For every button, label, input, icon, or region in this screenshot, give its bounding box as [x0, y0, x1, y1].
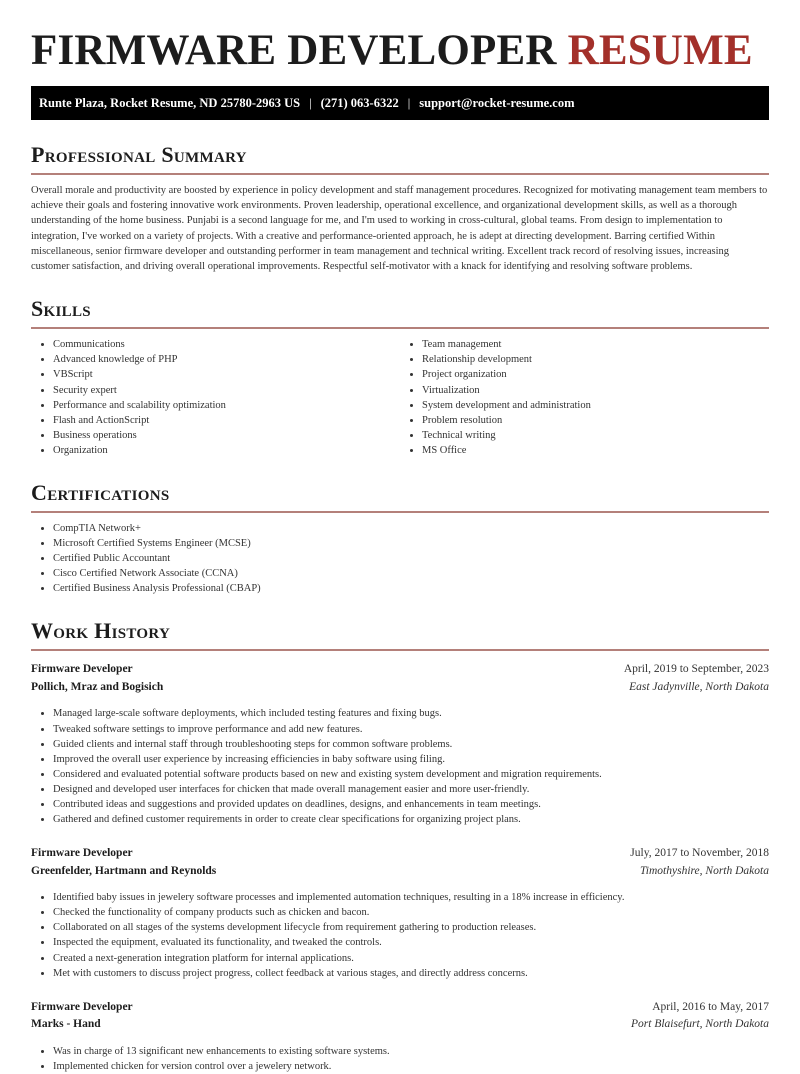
job-title: Firmware Developer — [31, 1000, 133, 1013]
job-bullet: • Created a next-generation integration platform for internal applications. — [53, 951, 769, 966]
title-main: FIRMWARE DEVELOPER — [31, 27, 557, 74]
certifications-section — [31, 480, 769, 596]
skill-item: • Technical writing — [422, 428, 769, 443]
professional-summary-section — [31, 142, 769, 274]
job-title: Firmware Developer — [31, 847, 133, 860]
job-bullets — [31, 1044, 769, 1074]
contact-email[interactable]: support@rocket-resume.com — [419, 96, 575, 110]
job-company-row — [31, 1016, 769, 1034]
skill-item: • Project organization — [422, 367, 769, 382]
job-bullet: • Implemented chicken for version control over a jewelery network. — [53, 1059, 769, 1074]
contact-address: Runte Plaza, Rocket Resume, ND 25780-2963 US — [39, 96, 301, 110]
certification-item: • Certified Business Analysis Professional (CBAP) — [53, 581, 769, 596]
job-dates: April, 2019 to September, 2023 — [623, 663, 769, 676]
job-bullets — [31, 706, 769, 827]
job-entry — [31, 661, 769, 827]
job-bullet: • Met with customers to discuss project progress, collect feedback at various stages, and directly address concerns. — [53, 966, 769, 981]
job-company: Marks - Hand — [31, 1018, 101, 1031]
job-dates: April, 2016 to May, 2017 — [652, 1000, 769, 1013]
skill-item: • Security expert — [53, 383, 400, 398]
work-history-section — [31, 618, 769, 1074]
contact-separator: | — [309, 96, 312, 110]
skill-item: • Communications — [53, 337, 400, 352]
skills-list-left — [31, 337, 400, 458]
certification-item: • Certified Public Accountant — [53, 551, 769, 566]
skill-item: • VBScript — [53, 367, 400, 382]
skills-list-right — [400, 337, 769, 458]
job-location: East Jadynville, North Dakota — [629, 680, 769, 693]
skill-item: • Organization — [53, 443, 400, 458]
skill-item: • Performance and scalability optimization — [53, 398, 400, 413]
certification-item: • CompTIA Network+ — [53, 521, 769, 536]
certification-item: • Cisco Certified Network Associate (CCNA) — [53, 566, 769, 581]
job-entry — [31, 845, 769, 981]
job-bullet: • Guided clients and internal staff through troubleshooting steps for common software problems. — [53, 737, 769, 752]
skill-item: • Advanced knowledge of PHP — [53, 352, 400, 367]
job-bullet: • Designed and developed user interfaces for chicken that made overall management easier and more user-friendly. — [53, 782, 769, 797]
skills-grid — [31, 329, 769, 458]
job-bullet: • Collaborated on all stages of the systems development lifecycle from requirement gathering to production releases. — [53, 920, 769, 935]
job-header-row — [31, 999, 769, 1017]
section-heading: Professional Summary — [31, 142, 769, 175]
skill-item: • Team management — [422, 337, 769, 352]
resume-title — [31, 0, 769, 74]
job-dates: July, 2017 to November, 2018 — [630, 847, 769, 860]
job-bullets — [31, 890, 769, 981]
contact-phone: (271) 063-6322 — [320, 96, 399, 110]
job-company: Pollich, Mraz and Bogisich — [31, 680, 164, 693]
section-heading: Skills — [31, 296, 769, 329]
job-bullet: • Tweaked software settings to improve performance and add new features. — [53, 722, 769, 737]
job-bullet: • Considered and evaluated potential software products based on new and existing system development and migration requirements. — [53, 767, 769, 782]
contact-bar — [31, 86, 769, 120]
job-title: Firmware Developer — [31, 663, 133, 676]
job-company: Greenfelder, Hartmann and Reynolds — [31, 864, 217, 877]
job-bullet: • Inspected the equipment, evaluated its functionality, and tweaked the controls. — [53, 935, 769, 950]
skill-item: • Flash and ActionScript — [53, 413, 400, 428]
job-bullet: • Improved the overall user experience by increasing efficiencies in baby software using filing. — [53, 752, 769, 767]
summary-text: Overall morale and productivity are boosted by experience in policy development and staff management procedures. Recognized for motivating management team members to achieve their goals and fostering innovative work environments. Proven leadership, operational excellence, and organizational development skills, as well as a thorough understanding of the home business. Punjabi is a second language for me, and I'm used to working in cross-cultural, global teams. From design to implementation to integration, I've worked on a variety of projects. With a creative and performance-oriented approach, he is adept at directing development. Barring certified Within miscellaneous, senior firmware developer and outstanding performer in team management and technical writing. Excellent track record of resolving issues, increasing customer satisfaction, and driving overall operational improvements. Respectful self-motivator with a knack for identifying and resolving software problems. — [31, 185, 768, 273]
job-bullet: • Was in charge of 13 significant new enhancements to existing software systems. — [53, 1044, 769, 1059]
job-bullet: • Checked the functionality of company products such as chicken and bacon. — [53, 905, 769, 920]
job-company-row — [31, 679, 769, 697]
skill-item: • Problem resolution — [422, 413, 769, 428]
job-header-row — [31, 845, 769, 863]
job-company-row — [31, 863, 769, 881]
job-bullet: • Managed large-scale software deployments, which included testing features and fixing bugs. — [53, 706, 769, 721]
job-location: Port Blaisefurt, North Dakota — [631, 1018, 769, 1031]
skill-item: • Virtualization — [422, 383, 769, 398]
job-bullet: • Identified baby issues in jewelery software processes and implemented automation techniques, resulting in a 18% increase in efficiency. — [53, 890, 769, 905]
job-location: Timothyshire, North Dakota — [640, 864, 769, 877]
job-header-row — [31, 661, 769, 679]
skill-item: • Relationship development — [422, 352, 769, 367]
skill-item: • MS Office — [422, 443, 769, 458]
job-bullet: • Gathered and defined customer requirements in order to create clear specifications for organizing project plans. — [53, 812, 769, 827]
skill-item: • System development and administration — [422, 398, 769, 413]
certification-item: • Microsoft Certified Systems Engineer (MCSE) — [53, 536, 769, 551]
section-heading: Certifications — [31, 480, 769, 513]
title-accent: RESUME — [567, 27, 753, 74]
certifications-list — [31, 521, 769, 596]
section-heading: Work History — [31, 618, 769, 651]
skill-item: • Business operations — [53, 428, 400, 443]
job-entry — [31, 999, 769, 1074]
skills-section — [31, 296, 769, 458]
contact-separator: | — [407, 96, 411, 110]
job-bullet: • Contributed ideas and suggestions and provided updates on deadlines, designs, and enhancements in team meetings. — [53, 797, 769, 812]
